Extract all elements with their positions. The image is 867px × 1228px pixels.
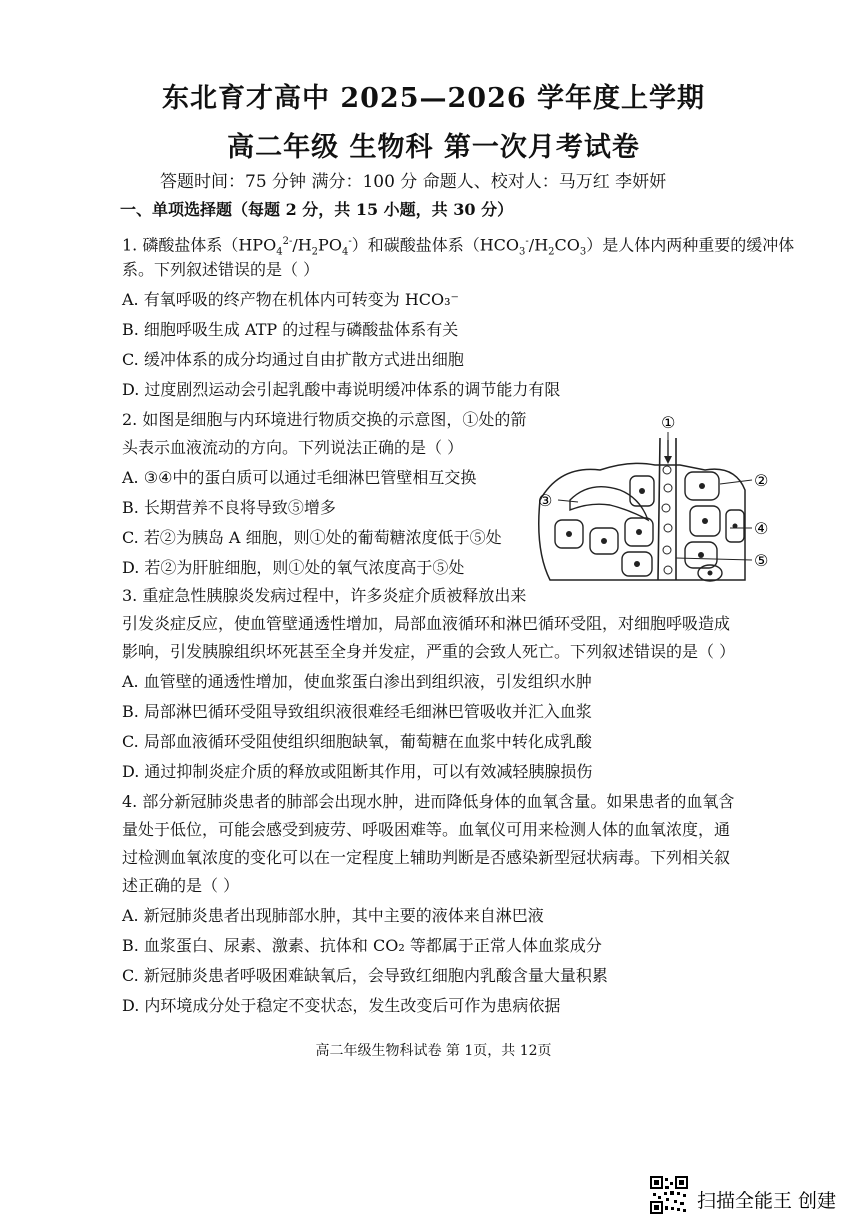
exam-title-line2: 高二年级 生物科 第一次月考试卷 [227,132,640,163]
figure-label-3: ③ [538,491,553,510]
q1-option-a: A. 有氧呼吸的终产物在机体内可转变为 HCO₃⁻ [122,290,459,309]
q1-stem-line1: 1. 磷酸盐体系$(HPO_4^{2-}/H_2PO_4^-)$和碳酸盐体系$(HCO_3^-/H_2CO_3)$是人体内两种重要的缓冲体 [122,235,795,258]
figure-label-1: ① [661,413,676,432]
q3-option-b: B. 局部淋巴循环受阻导致组织液很难经毛细淋巴管吸收并汇入血浆 [122,702,592,721]
q1-option-b: B. 细胞呼吸生成 ATP 的过程与磷酸盐体系有关 [122,320,459,339]
q4-option-b: B. 血浆蛋白、尿素、激素、抗体和 CO₂ 等都属于正常人体血浆成分 [122,936,602,955]
q2-option-c: C. 若②为胰岛 A 细胞，则①处的葡萄糖浓度低于⑤处 [122,528,502,547]
q2-stem-line2: 头表示血液流动的方向。下列说法正确的是（ ） [122,438,464,457]
q4-option-a: A. 新冠肺炎患者出现肺部水肿，其中主要的液体来自淋巴液 [122,906,544,925]
q4-stem-line2: 量处于低位，可能会感受到疲劳、呼吸困难等。血氧仪可用来检测人体的血氧浓度，通 [122,820,731,839]
q3-stem-line1: 3. 重症急性胰腺炎发病过程中，许多炎症介质被释放出来 [122,586,527,605]
section-heading: 一、单项选择题（每题 2 分，共 15 小题，共 30 分） [120,200,514,219]
q4-stem-line4: 述正确的是（ ） [122,876,240,895]
q2-stem-line1: 2. 如图是细胞与内环境进行物质交换的示意图，①处的箭 [122,410,527,429]
exam-title-line1: 东北育才高中 2025—2026 学年度上学期 [161,83,706,114]
q2-option-a: A. ③④中的蛋白质可以通过毛细淋巴管壁相互交换 [122,468,477,487]
exam-info: 答题时间：75 分钟 满分：100 分 命题人、校对人：马万红 李妍妍 [160,172,667,192]
q4-option-c: C. 新冠肺炎患者呼吸困难缺氧后，会导致红细胞内乳酸含量大量积累 [122,966,608,985]
figure-label-5: ⑤ [754,551,769,570]
q3-stem-line2: 引发炎症反应，使血管壁通透性增加，局部血液循环和淋巴循环受阻，对细胞呼吸造成 [122,614,731,633]
scanner-brand: 扫描全能王 创建 [697,1190,837,1212]
page-footer: 高二年级生物科试卷 第 1页，共 12页 [315,1043,552,1059]
q2-option-b: B. 长期营养不良将导致⑤增多 [122,498,336,517]
q3-option-c: C. 局部血液循环受阻使组织细胞缺氧，葡萄糖在血浆中转化成乳酸 [122,732,592,751]
q3-option-d: D. 通过抑制炎症介质的释放或阻断其作用，可以有效减轻胰腺损伤 [122,762,593,781]
q1-stem-line2: 系。下列叙述错误的是（ ） [122,260,320,279]
figure-label-4: ④ [754,519,769,538]
q2-option-d: D. 若②为肝脏细胞，则①处的氧气浓度高于⑤处 [122,558,465,577]
q4-stem-line3: 过检测血氧浓度的变化可以在一定程度上辅助判断是否感染新型冠状病毒。下列相关叙 [122,848,731,867]
q1-option-c: C. 缓冲体系的成分均通过自由扩散方式进出细胞 [122,350,464,369]
figure-label-2: ② [754,471,769,490]
tissue-exchange-diagram [530,410,780,590]
q4-stem-line1: 4. 部分新冠肺炎患者的肺部会出现水肿，进而降低身体的血氧含量。如果患者的血氧含 [122,792,735,811]
q3-stem-line3: 影响，引发胰腺组织坏死甚至全身并发症，严重的会致人死亡。下列叙述错误的是（ ） [122,642,736,661]
q4-option-d: D. 内环境成分处于稳定不变状态，发生改变后可作为患病依据 [122,996,561,1015]
q3-option-a: A. 血管壁的通透性增加，使血浆蛋白渗出到组织液，引发组织水肿 [122,672,592,691]
qr-code-icon [650,1176,688,1214]
q1-option-d: D. 过度剧烈运动会引起乳酸中毒说明缓冲体系的调节能力有限 [122,380,561,399]
